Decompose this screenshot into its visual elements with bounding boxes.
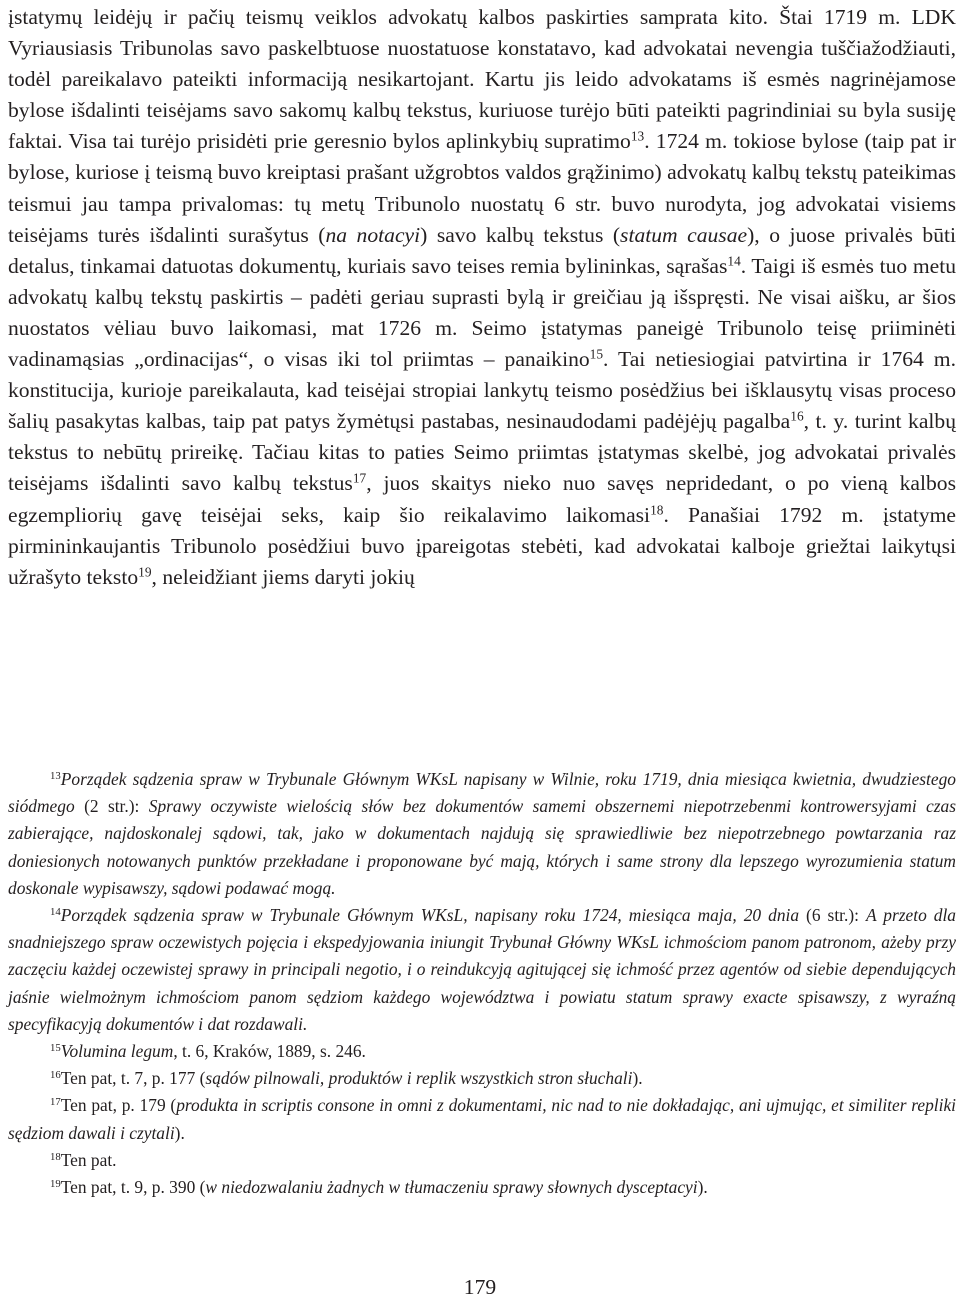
body-segment: . Taigi iš esmės tuo metu advokatų kalbų tekstų paskirtis – padėti geriau suprasti bylą ir greičiau ją išspręsti. Ne visai aišku, ar šios nuostatos vėliau buvo laikomasi, mat 1726 m. Seimo įstatymas paneigė Tribunolo teisę priiminėti vadinamąsias „ordinacijas“, o visas iki tol priimtas – panaikino xyxy=(8,253,956,372)
footnote-text: ). xyxy=(174,1122,185,1143)
footnotes-section xyxy=(8,766,956,1201)
footnote-number: 14 xyxy=(50,906,61,919)
body-segment: , juos skaitys nieko nuo savęs nepridedant, o po vieną kalbos egzempliorių gavę teisėjai seks, kaip šio reikalavimo laikomasi xyxy=(8,471,956,527)
footnote-text: Ten pat, t. 7, p. 177 ( xyxy=(60,1068,206,1089)
footnote-number: 13 xyxy=(50,770,61,783)
footnote-text: (2 str.): xyxy=(74,796,149,817)
footnote-ref-19[interactable]: 19 xyxy=(138,564,152,580)
footnote-ref-18[interactable]: 18 xyxy=(650,502,664,518)
footnote-text: Ten pat. xyxy=(60,1149,117,1170)
footnote-italic-text: produkta in scriptis consone in omni z dokumentami, nic nad to nie dokładając, ani ujmując, et similiter repliki sędziom dawali i czytali xyxy=(8,1095,957,1143)
footnote-19 xyxy=(8,1174,956,1201)
body-segment: , t. y. turint kalbų tekstus to nebūtų prireikę. Tačiau kitas to paties Seimo priimtas įstatymas skelbė, jog advokatai privalės teisėjams išdalinti savo kalbų tekstus xyxy=(8,409,956,496)
footnote-14 xyxy=(8,902,956,1038)
body-italic-term: statum causae xyxy=(620,222,748,247)
footnote-number: 18 xyxy=(50,1150,61,1163)
body-segment: ) savo kalbų tekstus ( xyxy=(420,222,621,247)
main-paragraph xyxy=(8,2,956,593)
footnote-ref-13[interactable]: 13 xyxy=(630,129,645,145)
footnote-16 xyxy=(8,1065,956,1092)
footnote-ref-15[interactable]: 15 xyxy=(589,346,604,362)
footnote-ref-14[interactable]: 14 xyxy=(727,253,741,269)
page-number: 179 xyxy=(463,1275,497,1299)
footnote-text: ). xyxy=(632,1068,643,1089)
footnote-17 xyxy=(8,1092,956,1146)
footnote-text: ). xyxy=(697,1177,708,1198)
footnote-italic-text: Porządek sądzenia spraw w Trybunale Głównym WKsL napisany w Wilnie, roku 1719, dnia miesiąca kwietnia, dwudziestego siódmego xyxy=(8,769,956,817)
footnote-italic-text: sądów pilnowali, produktów i replik wszystkich stron słuchali xyxy=(205,1068,633,1089)
footnote-italic-text: Porządek sądzenia spraw w Trybunale Głównym WKsL, napisany roku 1724, miesiąca maja, 20 dnia xyxy=(60,905,800,926)
footnote-text: , t. 6, Kraków, 1889, s. 246. xyxy=(173,1041,366,1062)
body-segment: įstatymų leidėjų ir pačių teismų veiklos advokatų kalbos paskirties samprata kito. Štai 1719 m. LDK Vyriausiasis Tribunolas savo paskelbtuose nuostatuose konstatavo, kad advokatai nevengia tuščiažodžiauti, todėl pareikalavo pateikti informaciją nesikartojant. Kartu jis leido advokatams iš esmės nagrinėjamose bylose išdalinti teisėjams savo sakomų kalbų tekstus, kuriuose turėjo būti pateikti pagrindiniai su byla susiję faktai. Visa tai turėjo prisidėti prie geresnio bylos aplinkybių supratimo xyxy=(8,5,956,154)
body-segment: . 1724 m. tokiose bylose (taip pat ir bylose, kuriose į teismą buvo kreiptasi prašant užgrobtos valdos grąžinimo) advokatų kalbų tekstų pateikimas teismui jau tampa privalomas: tų metų Tribunolo nuostatų 6 str. buvo nurodyta, jog advokatai visiems teisėjams turės išdalinti surašytus ( xyxy=(8,129,956,247)
body-segment: . Tai netiesiogiai patvirtina ir 1764 m. konstitucija, kurioje pareikalauta, kad teisėjai stropiai lankytų teismo posėdžius bei išklausytų visas proceso šalių pasakytas kalbas, taip pat patys žymėtųsi pastabas, nesinaudodami padėjėjų pagalba xyxy=(8,347,956,434)
body-segment: . Panašiai 1792 m. įstatyme pirmininkaujantis Tribunolo posėdžiui buvo įpareigotas stebėti, kad advokatai kalboje griežtai laikytųsi užrašyto teksto xyxy=(8,502,957,589)
body-italic-term: na notacyi xyxy=(325,222,421,247)
footnote-number: 19 xyxy=(50,1178,61,1191)
page-body xyxy=(8,2,956,593)
body-segment: ), o juose privalės būti detalus, tinkamai datuotas dokumentų, kuriais savo teises remia bylininkas, sąrašas xyxy=(8,222,957,278)
footnote-text: Ten pat, t. 9, p. 390 ( xyxy=(60,1177,206,1198)
footnote-italic-text: A przeto dla snadniejszego spraw oczewistych pojęcia i ekspedyjowania iniungit Trybunał Główny WKsL ichmościom panom patronom, ażeby przy zaczęciu każdej oczewistej sprawy in principali negotio, i o reindukcyją agitującej się ichmość przez agentów od siebie dependujących jaśnie wielmożnym ichmościom panom sędziom każdego województwa i powiatu statum sprawy exacte spisawszy, z wyraźną specyfikacyją dokumentów i dat rozdawali. xyxy=(8,905,956,1034)
footnote-number: 16 xyxy=(50,1069,61,1082)
footnote-text: Ten pat, p. 179 ( xyxy=(60,1095,177,1116)
footnote-13 xyxy=(8,766,956,902)
footnote-ref-17[interactable]: 17 xyxy=(352,471,367,487)
footnote-italic-text: Sprawy oczywiste wielością słów bez dokumentów samemi obszernemi niepotrzebenmi kontrowersyjami czas zabierające, najdoskonalej sądowi, tak, jako w dokumentach najdują się sprawiedliwie bez niepotrzebnego powtarzania raz doniesionych notowanych punktów przekładane i proponowane być mają, których i same strony dla lepszego wyrozumienia statum doskonale wypisawszy, sądowi podawać mogą. xyxy=(8,796,956,898)
footnote-number: 15 xyxy=(50,1042,61,1055)
footnote-15 xyxy=(8,1038,956,1065)
footnote-italic-text: w niedozwalaniu żadnych w tłumaczeniu sprawy słownych dysceptacyi xyxy=(205,1177,698,1198)
footnote-ref-16[interactable]: 16 xyxy=(790,408,804,424)
footnote-italic-text: Volumina legum xyxy=(60,1041,174,1062)
body-segment: , neleidžiant jiems daryti jokių xyxy=(151,564,415,589)
footnote-text: (6 str.): xyxy=(799,905,866,926)
footnote-18 xyxy=(8,1147,956,1174)
footnote-number: 17 xyxy=(50,1096,61,1109)
